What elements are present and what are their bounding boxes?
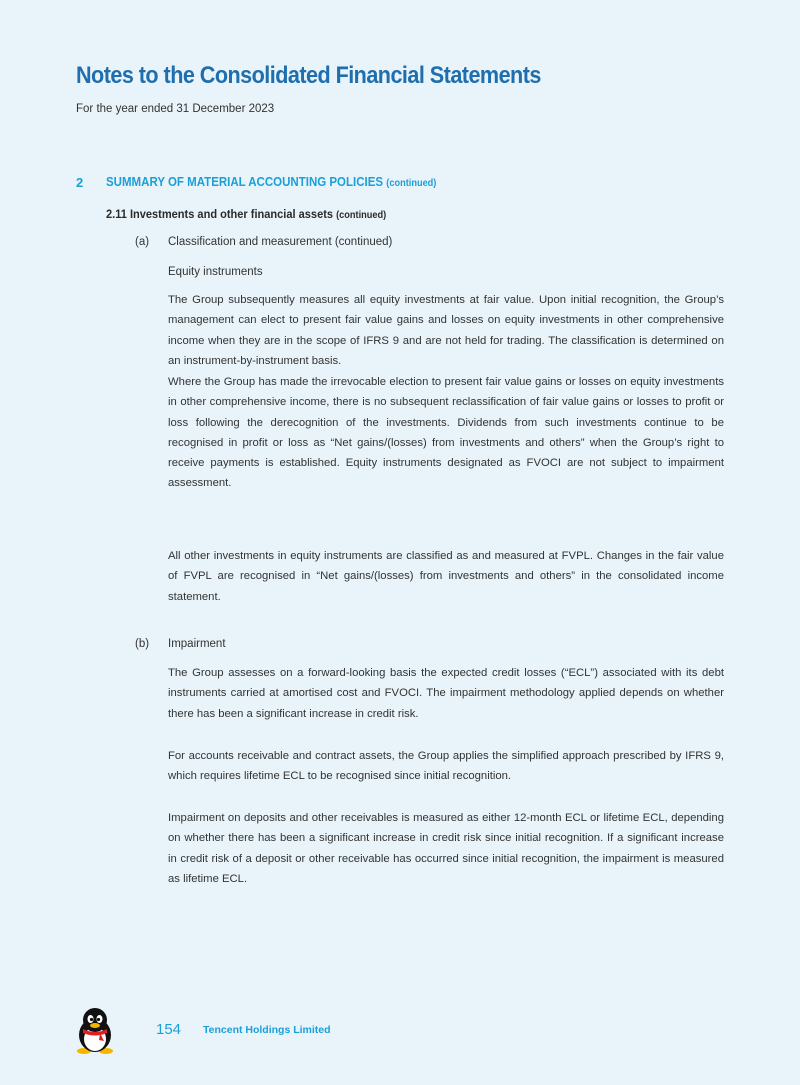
subsection-continued: (continued): [336, 210, 387, 221]
item-b-marker: (b): [135, 638, 150, 650]
company-name: Tencent Holdings Limited: [203, 1024, 331, 1036]
paragraph: All other investments in equity instruments are classified as and measured at FVPL. Changes in the fair value of FVPL are recognised in “Net gains/(losses) from investments and others” in the consolidated income statement.: [168, 550, 724, 603]
paragraph: For accounts receivable and contract assets, the Group applies the simplified approach prescribed by IFRS 9, which requires lifetime ECL to be recognised since initial recognition.: [168, 750, 724, 783]
subsection-title: [106, 207, 386, 221]
section-continued: (continued): [386, 178, 437, 189]
section-title: [106, 175, 436, 189]
penguin-logo-icon: [74, 1007, 116, 1060]
item-b-heading: Impairment: [168, 638, 226, 650]
paragraph: The Group assesses on a forward-looking basis the expected credit losses (“ECL”) associated with its debt instruments carried at amortised cost and FVOCI. The impairment methodology applied depends on whether there has been a significant increase in credit risk.: [168, 667, 724, 720]
section-number: 2: [76, 175, 84, 190]
page-subtitle: For the year ended 31 December 2023: [76, 103, 275, 115]
paragraph: Impairment on deposits and other receivables is measured as either 12-month ECL or lifetime ECL, depending on whether there has been a significant increase in credit risk since initial recognition. If a significant increase in credit risk of a deposit or other receivable has occurred since initial recognition, the impairment is measured as lifetime ECL.: [168, 812, 724, 885]
subsection-title-text: 2.11 Investments and other financial assets: [106, 207, 334, 221]
paragraph: The Group subsequently measures all equity investments at fair value. Upon initial recognition, the Group’s management can elect to present fair value gains and losses on equity investments in other comprehensive income when they are in the scope of IFRS 9 and are not held for trading. The classification is determined on an instrument-by-instrument basis.: [168, 294, 724, 367]
section-title-text: SUMMARY OF MATERIAL ACCOUNTING POLICIES: [106, 175, 384, 189]
item-a-heading: Classification and measurement (continued): [168, 236, 393, 248]
page-number: 154: [156, 1021, 182, 1038]
paragraph: Where the Group has made the irrevocable election to present fair value gains or losses on equity investments in other comprehensive income, there is no subsequent reclassification of fair value gains or losses to profit or loss following the derecognition of the investments. Dividends from such investments continue to be recognised in profit or loss as “Net gains/(losses) from investments and others” when the Group’s right to receive payments is established. Equity instruments designated as FVOCI are not subject to impairment assessment.: [168, 376, 724, 490]
page-title: Notes to the Consolidated Financial Statements: [76, 62, 541, 89]
equity-instruments-heading: Equity instruments: [168, 266, 263, 278]
item-a-marker: (a): [135, 236, 150, 248]
